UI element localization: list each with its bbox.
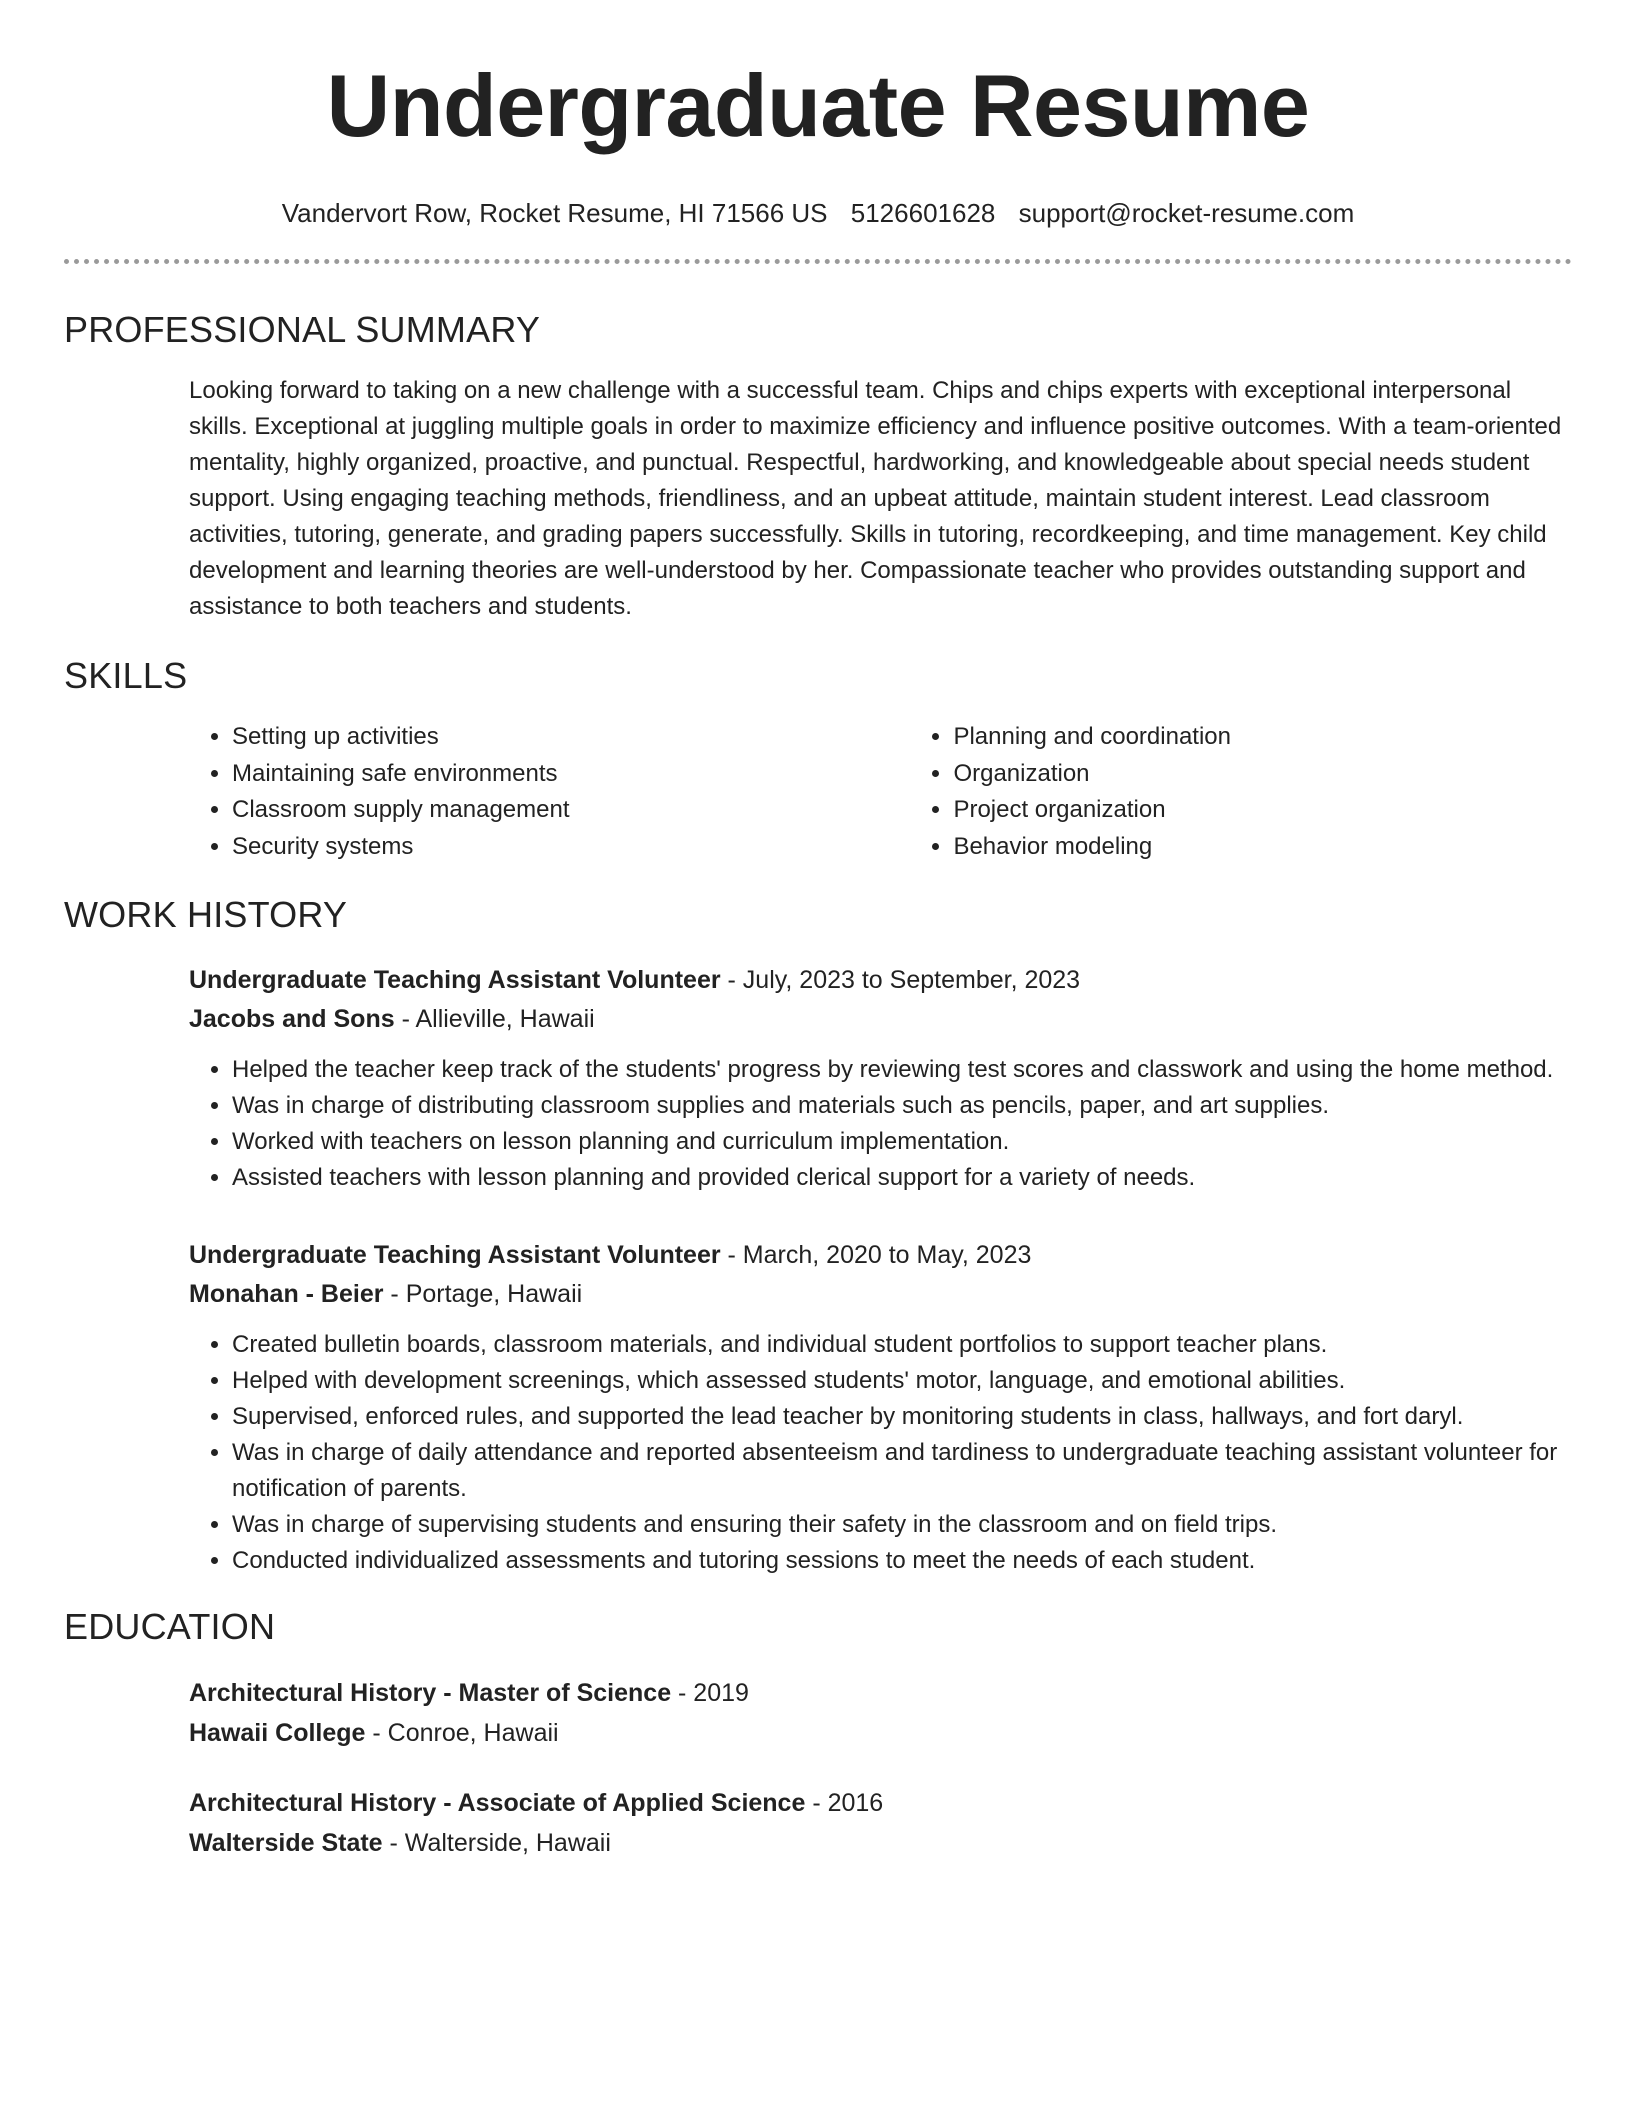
education-degree: Architectural History - Master of Science xyxy=(189,1679,672,1707)
skill-item: • Maintaining safe environments xyxy=(232,756,910,793)
work-history-heading: WORK HISTORY xyxy=(64,894,348,935)
education-school-line xyxy=(189,1823,1572,1863)
skills-column-left xyxy=(189,719,910,865)
job-bullet: • Was in charge of supervising students and ensuring their safety in the classroom and on field trips. xyxy=(232,1507,1572,1543)
education-school: Hawaii College xyxy=(189,1719,366,1747)
education-entry xyxy=(189,1673,1572,1753)
job-bullet: • Was in charge of distributing classroom supplies and materials such as pencils, paper, and art supplies. xyxy=(232,1088,1572,1124)
job-company-line xyxy=(189,1000,1572,1038)
contact-email: support@rocket-resume.com xyxy=(1018,198,1355,228)
summary-heading: PROFESSIONAL SUMMARY xyxy=(64,309,541,350)
education-entry xyxy=(189,1783,1572,1863)
resume-name: Undergraduate Resume xyxy=(326,56,1310,155)
education-school-line xyxy=(189,1713,1572,1753)
job-bullet: • Assisted teachers with lesson planning and provided clerical support for a variety of needs. xyxy=(232,1160,1572,1196)
education-heading: EDUCATION xyxy=(64,1606,276,1647)
job-bullet: • Created bulletin boards, classroom materials, and individual student portfolios to support teacher plans. xyxy=(232,1327,1572,1363)
job-bullets xyxy=(189,1327,1572,1579)
job-company-line xyxy=(189,1275,1572,1313)
skill-item: • Setting up activities xyxy=(232,719,910,756)
education-degree-line xyxy=(189,1783,1572,1823)
skills-heading: SKILLS xyxy=(64,655,188,696)
job-title: Undergraduate Teaching Assistant Volunteer xyxy=(189,966,721,994)
skill-item: • Security systems xyxy=(232,829,910,866)
contact-address: Vandervort Row, Rocket Resume, HI 71566 US xyxy=(281,198,828,228)
education-degree: Architectural History - Associate of Applied Science xyxy=(189,1789,806,1817)
job-bullets xyxy=(189,1052,1572,1196)
job-title-line xyxy=(189,961,1572,999)
skills-column-right xyxy=(910,719,1572,865)
education-location: - Conroe, Hawaii xyxy=(365,1719,559,1747)
skill-item: • Organization xyxy=(953,756,1572,793)
job-title: Undergraduate Teaching Assistant Volunteer xyxy=(189,1241,721,1269)
skills-list xyxy=(189,719,1572,865)
job-dates: - March, 2020 to May, 2023 xyxy=(720,1241,1032,1269)
job-entry xyxy=(189,1236,1572,1579)
job-company: Jacobs and Sons xyxy=(189,1005,395,1033)
job-bullet: • Was in charge of daily attendance and reported absenteeism and tardiness to undergraduate teaching assistant volunteer for notification of parents. xyxy=(232,1435,1572,1507)
job-location: - Portage, Hawaii xyxy=(383,1280,583,1308)
skill-item: • Project organization xyxy=(953,792,1572,829)
education-year: - 2019 xyxy=(671,1679,749,1707)
job-dates: - July, 2023 to September, 2023 xyxy=(720,966,1081,994)
contact-line xyxy=(64,196,1572,230)
skill-item: • Behavior modeling xyxy=(953,829,1572,866)
job-bullet: • Helped with development screenings, which assessed students' motor, language, and emotional abilities. xyxy=(232,1363,1572,1399)
job-entry xyxy=(189,961,1572,1196)
job-title-line xyxy=(189,1236,1572,1274)
skill-item: • Classroom supply management xyxy=(232,792,910,829)
header-divider xyxy=(64,259,1572,264)
job-bullet: • Supervised, enforced rules, and supported the lead teacher by monitoring students in class, hallways, and fort daryl. xyxy=(232,1399,1572,1435)
education-degree-line xyxy=(189,1673,1572,1713)
job-bullet: • Helped the teacher keep track of the students' progress by reviewing test scores and classwork and using the home method. xyxy=(232,1052,1572,1088)
education-school: Walterside State xyxy=(189,1829,383,1857)
skill-item: • Planning and coordination xyxy=(953,719,1572,756)
summary-text: Looking forward to taking on a new challenge with a successful team. Chips and chips experts with exceptional interpersonal skills. Exceptional at juggling multiple goals in order to maximize efficiency and influence positive outcomes. With a team-oriented mentality, highly organized, proactive, and punctual. Respectful, hardworking, and knowledgeable about special needs student support. Using engaging teaching methods, friendliness, and an upbeat attitude, maintain student interest. Lead classroom activities, tutoring, generate, and grading papers successfully. Skills in tutoring, recordkeeping, and time management. Key child development and learning theories are well-understood by her. Compassionate teacher who provides outstanding support and assistance to both teachers and students. xyxy=(189,377,1562,620)
job-bullet: • Conducted individualized assessments and tutoring sessions to meet the needs of each student. xyxy=(232,1543,1572,1579)
contact-phone: 5126601628 xyxy=(850,198,996,228)
job-location: - Allieville, Hawaii xyxy=(394,1005,595,1033)
job-bullet: • Worked with teachers on lesson planning and curriculum implementation. xyxy=(232,1124,1572,1160)
job-company: Monahan - Beier xyxy=(189,1280,384,1308)
education-location: - Walterside, Hawaii xyxy=(382,1829,611,1857)
education-year: - 2016 xyxy=(805,1789,884,1817)
